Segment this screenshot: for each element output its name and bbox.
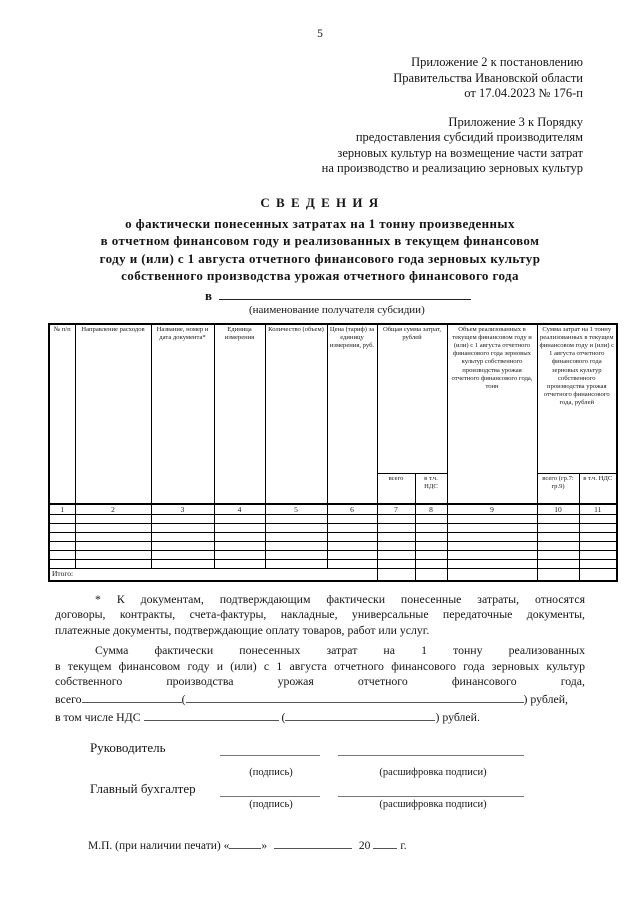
empty-cell bbox=[447, 559, 537, 568]
annex-line: Приложение 2 к постановлению bbox=[411, 55, 583, 69]
empty-cell bbox=[265, 532, 327, 541]
table-row bbox=[49, 523, 617, 532]
col-header-cost-per-ton: Сумма затрат на 1 тонну реализованных в текущем финансовом году и (или) с 1 августа отчетного финансового года зерновых культур собственного производства урожая отчетного финансового года, рублей bbox=[537, 324, 617, 474]
paren-open: ( bbox=[281, 709, 286, 724]
empty-cell bbox=[327, 514, 377, 523]
footnote-line: * К документам, подтверждающим фактически понесенные затраты, относятся bbox=[95, 591, 585, 606]
title-line: о фактически понесенных затратах на 1 тонну произведенных bbox=[125, 215, 515, 231]
empty-cell bbox=[75, 523, 151, 532]
subcol-header-total-formula: всего (гр.7: гр.9) bbox=[537, 474, 579, 504]
col-header-price: Цена (тариф) за единицу измерения, руб. bbox=[327, 324, 377, 504]
empty-cell bbox=[49, 514, 75, 523]
year-prefix: 20 bbox=[358, 840, 371, 853]
empty-cell bbox=[447, 514, 537, 523]
empty-cell bbox=[579, 523, 617, 532]
empty-cell bbox=[151, 559, 214, 568]
total-label: всего bbox=[55, 692, 82, 707]
empty-cell bbox=[214, 541, 265, 550]
empty-cell bbox=[537, 514, 579, 523]
empty-cell bbox=[151, 523, 214, 532]
paragraph-line: Сумма фактически понесенных затрат на 1 тонну реализованных bbox=[95, 643, 585, 658]
empty-cell bbox=[49, 532, 75, 541]
annex-line: от 17.04.2023 № 176-п bbox=[464, 86, 583, 100]
signature-line bbox=[220, 754, 320, 756]
signature-line bbox=[220, 795, 320, 797]
empty-cell bbox=[537, 523, 579, 532]
empty-cell bbox=[75, 550, 151, 559]
footnote-line: платежные документы, подтверждающие оплату товаров, работ или услуг. bbox=[55, 622, 430, 637]
empty-cell bbox=[75, 532, 151, 541]
title-line: собственного производства урожая отчетного финансового года bbox=[121, 268, 519, 283]
annex-reference-2 bbox=[0, 115, 583, 177]
empty-cell bbox=[447, 532, 537, 541]
total-amount-line bbox=[55, 690, 585, 708]
table-row bbox=[49, 550, 617, 559]
table-header-row bbox=[49, 324, 617, 474]
empty-cell bbox=[327, 559, 377, 568]
paragraph-line: собственного производства урожая отчетного финансового года, bbox=[55, 674, 585, 689]
column-number: 4 bbox=[214, 504, 265, 515]
subcol-header-vat2: в т.ч. НДС bbox=[579, 474, 617, 504]
annex-reference-1 bbox=[0, 55, 583, 102]
empty-cell bbox=[415, 541, 447, 550]
signature-name-line bbox=[338, 754, 524, 756]
stamp-line bbox=[88, 836, 640, 852]
annex-line: на производство и реализацию зерновых культур bbox=[321, 161, 583, 175]
totals-label: Итого: bbox=[49, 568, 377, 581]
vat-amount-blank bbox=[144, 708, 279, 721]
column-number: 5 bbox=[265, 504, 327, 515]
empty-cell bbox=[214, 559, 265, 568]
vat-label: в том числе НДС bbox=[55, 709, 141, 724]
footnote-line: договоры, контракты, счета-фактуры, накладные, универсальные передаточные документы, bbox=[55, 607, 585, 622]
title-line: году и (или) с 1 августа отчетного финансового года зерновых культур bbox=[99, 250, 541, 266]
subcol-header-vat: в т.ч. НДС bbox=[415, 474, 447, 504]
table-body bbox=[49, 514, 617, 581]
amount-blank bbox=[82, 690, 182, 703]
signature-captions bbox=[220, 799, 640, 810]
empty-cell bbox=[537, 550, 579, 559]
document-title: С В Е Д Е Н И Я bbox=[260, 194, 380, 210]
paren-open: ( bbox=[181, 692, 186, 707]
column-number: 6 bbox=[327, 504, 377, 515]
empty-cell bbox=[537, 532, 579, 541]
empty-cell bbox=[447, 568, 537, 581]
empty-cell bbox=[265, 559, 327, 568]
empty-cell bbox=[447, 523, 537, 532]
empty-cell bbox=[214, 550, 265, 559]
annex-line: предоставления субсидий производителям bbox=[355, 130, 583, 144]
vat-words-blank bbox=[285, 708, 435, 721]
empty-cell bbox=[49, 559, 75, 568]
year-suffix: г. bbox=[400, 840, 407, 853]
footnote bbox=[55, 592, 585, 639]
empty-cell bbox=[75, 541, 151, 550]
empty-cell bbox=[377, 541, 415, 550]
col-header-volume: Объем реализованных в текущем финансовом году и (или) с 1 августа отчетного финансового года зерновых культур собственного производства урожая отчетного финансового года, тонн bbox=[447, 324, 537, 504]
column-number: 3 bbox=[151, 504, 214, 515]
table-row bbox=[49, 514, 617, 523]
empty-cell bbox=[537, 568, 579, 581]
sum-paragraph bbox=[55, 643, 585, 725]
empty-cell bbox=[377, 514, 415, 523]
column-number: 2 bbox=[75, 504, 151, 515]
col-header-unit: Единица измерения bbox=[214, 324, 265, 504]
empty-cell bbox=[579, 514, 617, 523]
empty-cell bbox=[415, 550, 447, 559]
subcol-header-total: всего bbox=[377, 474, 415, 504]
empty-cell bbox=[327, 541, 377, 550]
empty-cell bbox=[151, 550, 214, 559]
rubles-suffix: ) рублей, bbox=[523, 692, 568, 707]
empty-cell bbox=[537, 541, 579, 550]
costs-table bbox=[48, 323, 618, 582]
signature-caption: (расшифровка подписи) bbox=[379, 799, 487, 811]
annex-line: зерновых культур на возмещение части затрат bbox=[337, 145, 583, 160]
annex-line: Правительства Ивановской области bbox=[393, 70, 583, 85]
signature-name-line bbox=[338, 795, 524, 797]
empty-cell bbox=[579, 532, 617, 541]
table-row bbox=[49, 532, 617, 541]
empty-cell bbox=[377, 550, 415, 559]
empty-cell bbox=[415, 514, 447, 523]
empty-cell bbox=[415, 523, 447, 532]
empty-cell bbox=[214, 514, 265, 523]
empty-cell bbox=[327, 550, 377, 559]
col-header-quantity: Количество (объем) bbox=[265, 324, 327, 504]
signature-captions bbox=[220, 767, 640, 778]
rubles-suffix: ) рублей. bbox=[435, 709, 480, 724]
document-title-block bbox=[0, 195, 640, 285]
recipient-name-blank bbox=[219, 287, 471, 300]
annex-line: Приложение 3 к Порядку bbox=[448, 114, 583, 129]
empty-cell bbox=[151, 541, 214, 550]
signature-label: Руководитель bbox=[90, 740, 166, 756]
empty-cell bbox=[377, 568, 415, 581]
column-number: 11 bbox=[579, 504, 617, 515]
signature-caption: (подпись) bbox=[249, 767, 293, 779]
empty-cell bbox=[415, 532, 447, 541]
column-number-row bbox=[49, 504, 617, 515]
year-blank bbox=[373, 836, 397, 849]
empty-cell bbox=[327, 523, 377, 532]
stamp-label: М.П. (при наличии печати) bbox=[88, 840, 221, 853]
empty-cell bbox=[214, 523, 265, 532]
empty-cell bbox=[49, 541, 75, 550]
empty-cell bbox=[537, 559, 579, 568]
signature-label: Главный бухгалтер bbox=[90, 781, 196, 797]
empty-cell bbox=[447, 541, 537, 550]
paragraph-line: в текущем финансовом году и (или) с 1 августа отчетного финансового года зерновых культур bbox=[55, 658, 585, 673]
empty-cell bbox=[447, 550, 537, 559]
recipient-caption: (наименование получателя субсидии) bbox=[249, 303, 425, 316]
col-header-total-sum: Общая сумма затрат, рублей bbox=[377, 324, 447, 474]
page-number: 5 bbox=[317, 28, 323, 40]
amount-words-blank bbox=[186, 690, 524, 703]
empty-cell bbox=[265, 523, 327, 532]
column-number: 7 bbox=[377, 504, 415, 515]
quote-open: « bbox=[223, 840, 230, 853]
vat-amount-line bbox=[55, 708, 585, 726]
empty-cell bbox=[377, 523, 415, 532]
empty-cell bbox=[579, 559, 617, 568]
empty-cell bbox=[49, 550, 75, 559]
empty-cell bbox=[265, 514, 327, 523]
recipient-prefix: в bbox=[205, 287, 213, 303]
empty-cell bbox=[377, 532, 415, 541]
signature-row bbox=[90, 739, 640, 756]
recipient-line bbox=[205, 287, 640, 303]
empty-cell bbox=[327, 532, 377, 541]
column-number: 9 bbox=[447, 504, 537, 515]
empty-cell bbox=[151, 514, 214, 523]
signature-caption: (расшифровка подписи) bbox=[379, 767, 487, 779]
col-header-document: Название, номер и дата документа* bbox=[151, 324, 214, 504]
empty-cell bbox=[579, 541, 617, 550]
column-number: 8 bbox=[415, 504, 447, 515]
empty-cell bbox=[579, 568, 617, 581]
signature-row bbox=[90, 780, 640, 797]
empty-cell bbox=[415, 559, 447, 568]
day-blank bbox=[229, 836, 261, 849]
column-number: 1 bbox=[49, 504, 75, 515]
title-line: в отчетном финансовом году и реализованных в текущем финансовом bbox=[100, 233, 540, 248]
table-row bbox=[49, 559, 617, 568]
empty-cell bbox=[415, 568, 447, 581]
empty-cell bbox=[265, 541, 327, 550]
empty-cell bbox=[214, 532, 265, 541]
col-header-num: № п/п bbox=[49, 324, 75, 504]
table-row bbox=[49, 541, 617, 550]
empty-cell bbox=[265, 550, 327, 559]
quote-close: » bbox=[261, 840, 268, 853]
empty-cell bbox=[75, 514, 151, 523]
month-blank bbox=[274, 836, 352, 849]
empty-cell bbox=[49, 523, 75, 532]
column-number: 10 bbox=[537, 504, 579, 515]
empty-cell bbox=[75, 559, 151, 568]
empty-cell bbox=[377, 559, 415, 568]
empty-cell bbox=[579, 550, 617, 559]
totals-row bbox=[49, 568, 617, 581]
signature-caption: (подпись) bbox=[249, 799, 293, 811]
empty-cell bbox=[151, 532, 214, 541]
col-header-direction: Направление расходов bbox=[75, 324, 151, 504]
signature-block bbox=[90, 739, 640, 810]
